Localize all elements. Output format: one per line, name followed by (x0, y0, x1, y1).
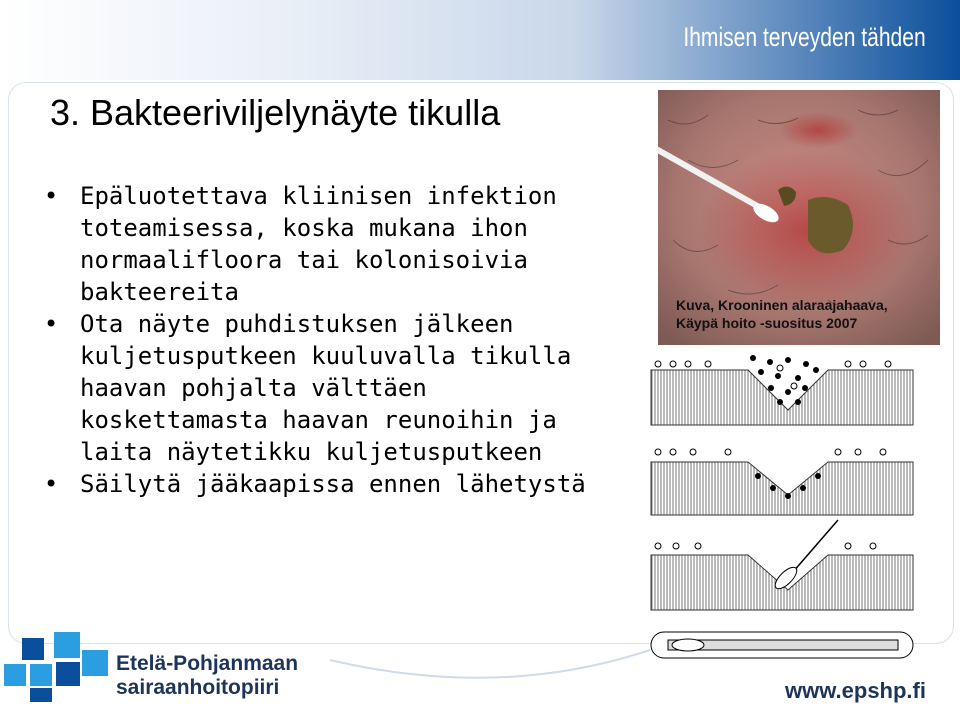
org-name: sairaanhoitopiiri (116, 676, 280, 699)
org-name: Etelä-Pohjanmaan (116, 652, 299, 675)
website-link[interactable]: www.epshp.fi (785, 678, 926, 703)
header-tagline: Ihmisen terveyden tähden (683, 22, 926, 52)
image-caption: Kuva, Krooninen alaraajahaava, Käypä hoito -suositus 2007 (676, 297, 888, 331)
bullet-list (44, 180, 624, 500)
bullet-item: • Epäluotettava kliinisen infektion toteamisessa, koska mukana ihon normaalifloora tai kolonisoivia bakteereita (44, 180, 624, 308)
bullet-item: • Säilytä jääkaapissa ennen lähetystä (44, 468, 624, 500)
bullet-item: • Ota näyte puhdistuksen jälkeen kuljetusputkeen kuuluvalla tikulla haavan pohjalta välttäen koskettamasta haavan reunoihin ja laita näytetikku kuljetusputkeen (44, 308, 624, 468)
slide-title: 3. Bakteeriviljelynäyte tikulla (50, 92, 501, 133)
swab-technique-diagram (648, 350, 918, 670)
